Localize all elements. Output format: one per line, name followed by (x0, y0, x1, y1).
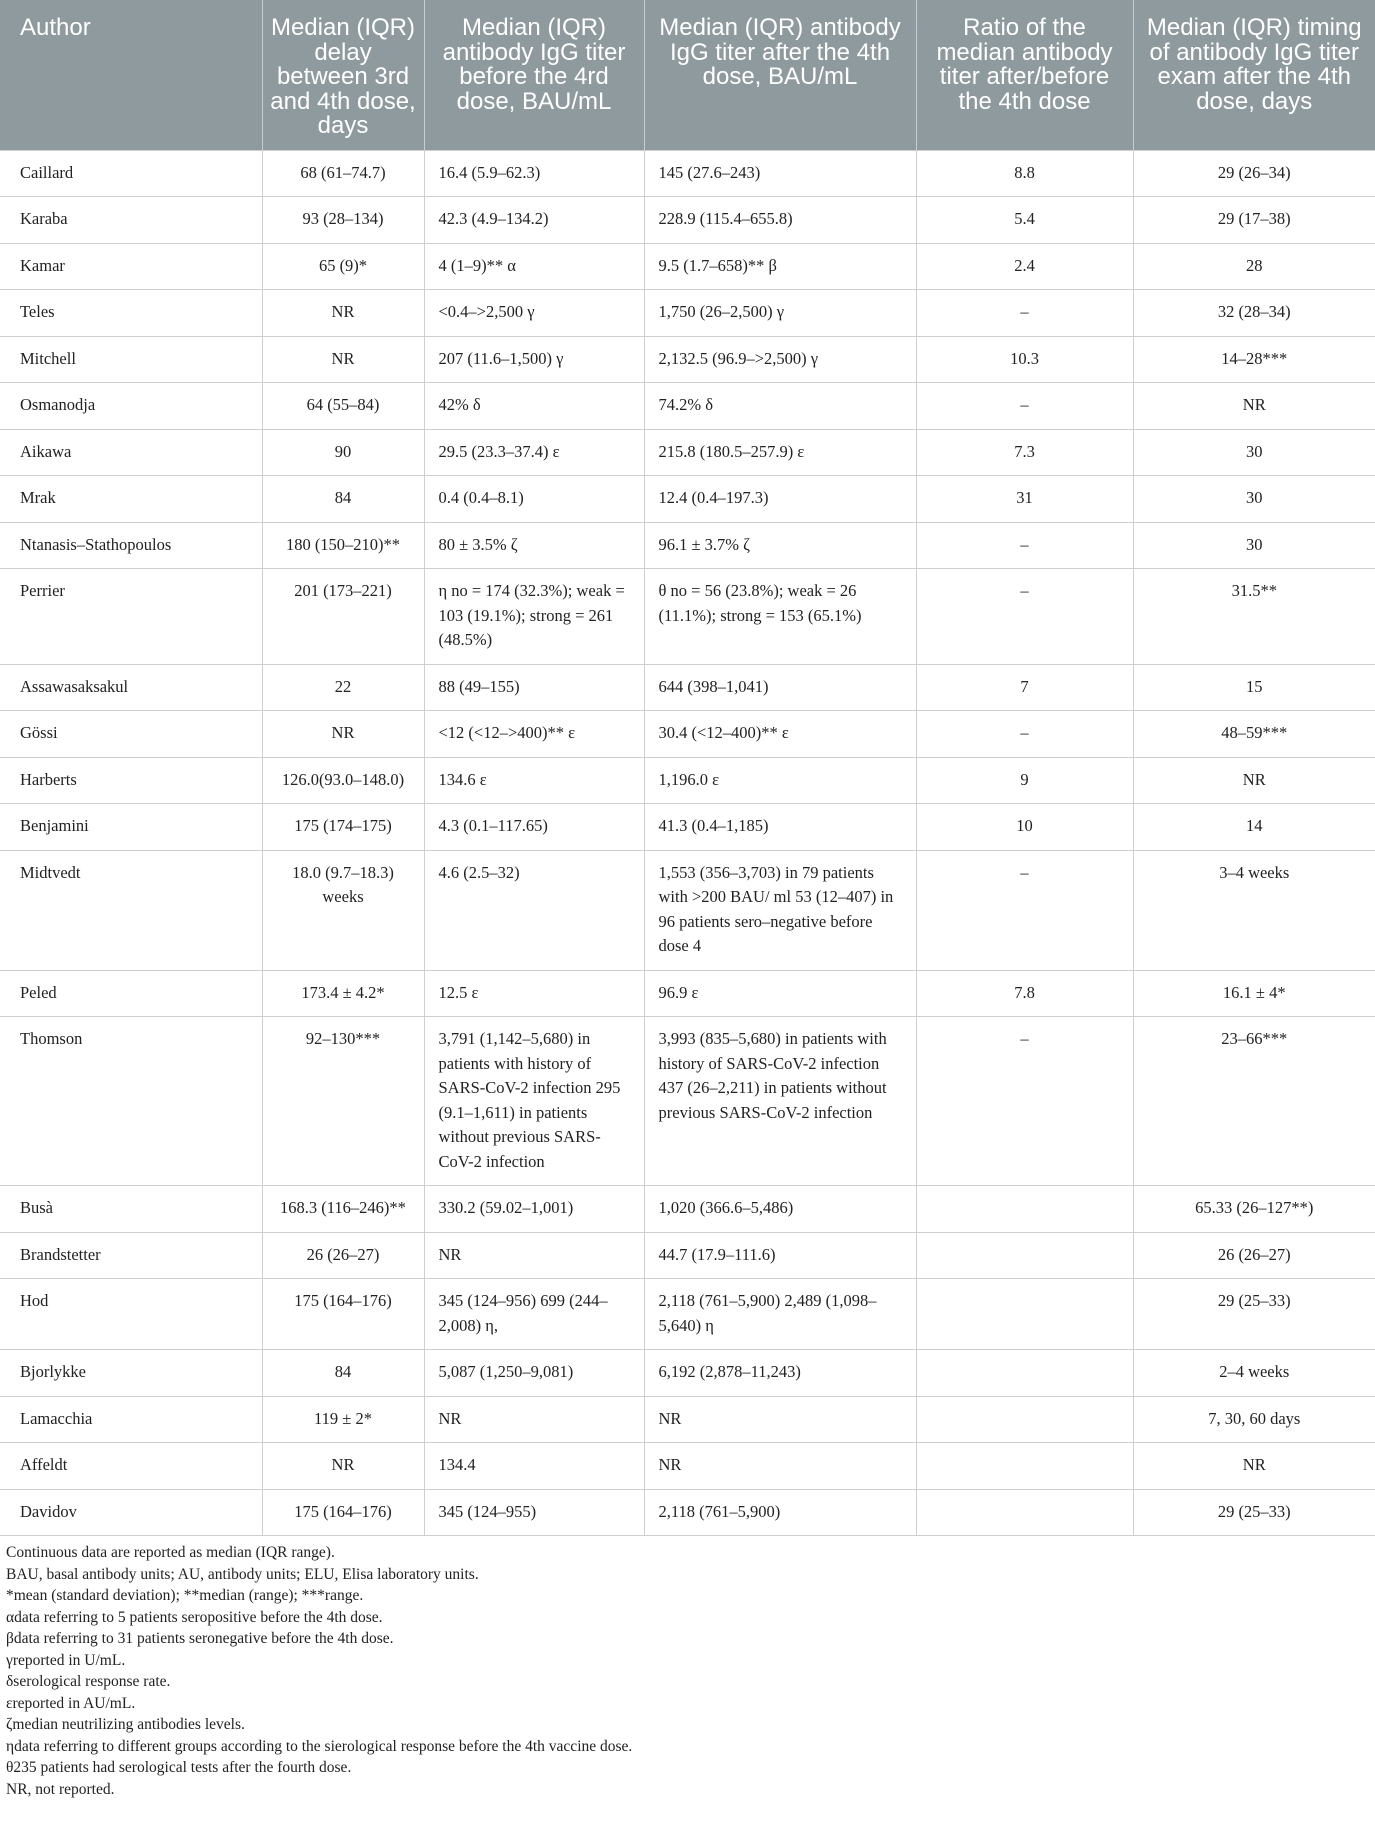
footnote: δserological response rate. (6, 1673, 171, 1690)
footnote: βdata referring to 31 patients seronegative before the 4th dose. (6, 1630, 394, 1647)
table-cell: 9 (916, 757, 1133, 804)
table-cell: – (916, 569, 1133, 665)
table-cell: 2,118 (761–5,900) 2,489 (1,098–5,640) η (644, 1279, 916, 1350)
header-row (0, 0, 1375, 150)
table-cell: 28 (1133, 243, 1375, 290)
table-row (0, 664, 1375, 711)
table-cell (916, 1232, 1133, 1279)
table-cell: 14 (1133, 804, 1375, 851)
table-cell (916, 1396, 1133, 1443)
table-row (0, 290, 1375, 337)
table-cell: – (916, 850, 1133, 970)
table-cell: 134.4 (424, 1443, 644, 1490)
author-cell: Gössi (0, 711, 262, 758)
author-cell: Brandstetter (0, 1232, 262, 1279)
table-cell: 4.3 (0.1–117.65) (424, 804, 644, 851)
header-ratio: Ratio of the median antibody titer after/before the 4th dose (916, 0, 1133, 150)
table-cell: 68 (61–74.7) (262, 150, 424, 197)
author-cell: Ntanasis–Stathopoulos (0, 522, 262, 569)
table-cell: 29 (25–33) (1133, 1279, 1375, 1350)
table-cell: 8.8 (916, 150, 1133, 197)
table-cell: 80 ± 3.5% ζ (424, 522, 644, 569)
footnote: ζmedian neutrilizing antibodies levels. (6, 1716, 245, 1733)
header-delay: Median (IQR) delay between 3rd and 4th dose, days (262, 0, 424, 150)
table-row (0, 150, 1375, 197)
table-cell: 30 (1133, 522, 1375, 569)
table-cell: 1,553 (356–3,703) in 79 patients with >200 BAU/ ml 53 (12–407) in 96 patients sero–negative before dose 4 (644, 850, 916, 970)
table-cell: – (916, 711, 1133, 758)
author-cell: Midtvedt (0, 850, 262, 970)
table-cell: 12.5 ε (424, 970, 644, 1017)
author-cell: Bjorlykke (0, 1350, 262, 1397)
table-cell: 42% δ (424, 383, 644, 430)
table-cell: 29 (26–34) (1133, 150, 1375, 197)
table-cell: 7 (916, 664, 1133, 711)
table-cell: – (916, 1017, 1133, 1186)
author-cell: Benjamini (0, 804, 262, 851)
author-cell: Davidov (0, 1489, 262, 1536)
table-cell: 5,087 (1,250–9,081) (424, 1350, 644, 1397)
table-cell: 173.4 ± 4.2* (262, 970, 424, 1017)
table-row (0, 804, 1375, 851)
table-cell: 7.3 (916, 429, 1133, 476)
table-cell: NR (262, 336, 424, 383)
author-cell: Mrak (0, 476, 262, 523)
table-cell: 15 (1133, 664, 1375, 711)
table-cell: 3–4 weeks (1133, 850, 1375, 970)
table-cell: 345 (124–956) 699 (244–2,008) η, (424, 1279, 644, 1350)
table-row (0, 1186, 1375, 1233)
author-cell: Assawasaksakul (0, 664, 262, 711)
table-cell: 330.2 (59.02–1,001) (424, 1186, 644, 1233)
table-cell: 18.0 (9.7–18.3) weeks (262, 850, 424, 970)
author-cell: Affeldt (0, 1443, 262, 1490)
table-cell: 30 (1133, 429, 1375, 476)
table-cell: 42.3 (4.9–134.2) (424, 197, 644, 244)
table-row (0, 1489, 1375, 1536)
table-cell: 16.4 (5.9–62.3) (424, 150, 644, 197)
table-cell: 345 (124–955) (424, 1489, 644, 1536)
author-cell: Harberts (0, 757, 262, 804)
author-cell: Karaba (0, 197, 262, 244)
table-cell: <12 (<12–>400)** ε (424, 711, 644, 758)
table-cell: 7.8 (916, 970, 1133, 1017)
table-cell: NR (644, 1396, 916, 1443)
table-cell: 31 (916, 476, 1133, 523)
table-row (0, 1232, 1375, 1279)
table-cell: 12.4 (0.4–197.3) (644, 476, 916, 523)
table-cell: 1,020 (366.6–5,486) (644, 1186, 916, 1233)
table-cell: NR (262, 711, 424, 758)
table-cell: 2,132.5 (96.9–>2,500) γ (644, 336, 916, 383)
table-cell: 134.6 ε (424, 757, 644, 804)
table-cell: 4.6 (2.5–32) (424, 850, 644, 970)
table-cell: 207 (11.6–1,500) γ (424, 336, 644, 383)
table-cell: 84 (262, 1350, 424, 1397)
table-cell: NR (424, 1396, 644, 1443)
table-cell: 30 (1133, 476, 1375, 523)
table-cell: 96.9 ε (644, 970, 916, 1017)
table-cell: 26 (26–27) (1133, 1232, 1375, 1279)
table-row (0, 383, 1375, 430)
table-cell: NR (1133, 757, 1375, 804)
table-cell: 14–28*** (1133, 336, 1375, 383)
table-cell: 65.33 (26–127**) (1133, 1186, 1375, 1233)
table-cell: 201 (173–221) (262, 569, 424, 665)
table-row (0, 1443, 1375, 1490)
table-row (0, 850, 1375, 970)
table-cell: η no = 174 (32.3%); weak = 103 (19.1%); strong = 261 (48.5%) (424, 569, 644, 665)
table-cell: NR (262, 1443, 424, 1490)
table-cell: 32 (28–34) (1133, 290, 1375, 337)
table-cell (916, 1350, 1133, 1397)
table-cell: 10.3 (916, 336, 1133, 383)
header-timing: Median (IQR) timing of antibody IgG titer exam after the 4th dose, days (1133, 0, 1375, 150)
footnote: θ235 patients had serological tests after the fourth dose. (6, 1759, 352, 1776)
table-cell: – (916, 522, 1133, 569)
table-cell: 26 (26–27) (262, 1232, 424, 1279)
table-cell: 93 (28–134) (262, 197, 424, 244)
table-cell: – (916, 290, 1133, 337)
table-row (0, 970, 1375, 1017)
table-row (0, 569, 1375, 665)
footnote: ηdata referring to different groups according to the sierological response before the 4th vaccine dose. (6, 1737, 633, 1755)
table-cell: θ no = 56 (23.8%); weak = 26 (11.1%); strong = 153 (65.1%) (644, 569, 916, 665)
author-cell: Kamar (0, 243, 262, 290)
table-cell (916, 1279, 1133, 1350)
table-cell: 2,118 (761–5,900) (644, 1489, 916, 1536)
table-row (0, 1279, 1375, 1350)
table-row (0, 1017, 1375, 1186)
table-cell: – (916, 383, 1133, 430)
table-cell: 44.7 (17.9–111.6) (644, 1232, 916, 1279)
table-row (0, 522, 1375, 569)
table-row (0, 757, 1375, 804)
author-cell: Hod (0, 1279, 262, 1350)
table-cell: 29 (17–38) (1133, 197, 1375, 244)
table-cell: 168.3 (116–246)** (262, 1186, 424, 1233)
table-cell: 0.4 (0.4–8.1) (424, 476, 644, 523)
table-cell: 1,750 (26–2,500) γ (644, 290, 916, 337)
table-cell: 29 (25–33) (1133, 1489, 1375, 1536)
table-cell: <0.4–>2,500 γ (424, 290, 644, 337)
footnote: Continuous data are reported as median (IQR range). (6, 1544, 335, 1561)
author-cell: Caillard (0, 150, 262, 197)
table-cell: 5.4 (916, 197, 1133, 244)
author-cell: Lamacchia (0, 1396, 262, 1443)
table-body (0, 150, 1375, 1536)
table-cell: 1,196.0 ε (644, 757, 916, 804)
table-cell: 65 (9)* (262, 243, 424, 290)
table-cell: 31.5** (1133, 569, 1375, 665)
author-cell: Mitchell (0, 336, 262, 383)
table-cell (916, 1186, 1133, 1233)
table-cell: NR (262, 290, 424, 337)
footnote: εreported in AU/mL. (6, 1694, 136, 1712)
table-cell: 29.5 (23.3–37.4) ε (424, 429, 644, 476)
table-cell: 228.9 (115.4–655.8) (644, 197, 916, 244)
author-cell: Peled (0, 970, 262, 1017)
table-cell: 119 ± 2* (262, 1396, 424, 1443)
table-cell: 7, 30, 60 days (1133, 1396, 1375, 1443)
table-cell: 23–66*** (1133, 1017, 1375, 1186)
author-cell: Perrier (0, 569, 262, 665)
author-cell: Aikawa (0, 429, 262, 476)
table-cell: 215.8 (180.5–257.9) ε (644, 429, 916, 476)
table-cell: NR (644, 1443, 916, 1490)
table-row (0, 429, 1375, 476)
table-cell: 92–130*** (262, 1017, 424, 1186)
table-cell: 175 (174–175) (262, 804, 424, 851)
table-cell: 180 (150–210)** (262, 522, 424, 569)
author-cell: Busà (0, 1186, 262, 1233)
footnote: NR, not reported. (6, 1780, 115, 1798)
footnote: αdata referring to 5 patients seropositive before the 4th dose. (6, 1608, 383, 1626)
author-cell: Osmanodja (0, 383, 262, 430)
footnote: *mean (standard deviation); **median (range); ***range. (6, 1587, 364, 1604)
table-cell: 145 (27.6–243) (644, 150, 916, 197)
table-cell: NR (1133, 383, 1375, 430)
table-cell: NR (424, 1232, 644, 1279)
footnote: BAU, basal antibody units; AU, antibody units; ELU, Elisa laboratory units. (6, 1565, 479, 1583)
table-cell: 88 (49–155) (424, 664, 644, 711)
table-row (0, 336, 1375, 383)
table-cell: 10 (916, 804, 1133, 851)
footnote: γreported in U/mL. (6, 1651, 126, 1669)
table-cell: 74.2% δ (644, 383, 916, 430)
table-cell: 175 (164–176) (262, 1279, 424, 1350)
table-cell: 30.4 (<12–400)** ε (644, 711, 916, 758)
table-cell: 3,993 (835–5,680) in patients with history of SARS-CoV-2 infection 437 (26–2,211) in patients without previous SARS-CoV-2 infection (644, 1017, 916, 1186)
author-cell: Teles (0, 290, 262, 337)
table-cell: 96.1 ± 3.7% ζ (644, 522, 916, 569)
table-row (0, 1350, 1375, 1397)
table-row (0, 711, 1375, 758)
table-cell: 22 (262, 664, 424, 711)
table-cell: 126.0(93.0–148.0) (262, 757, 424, 804)
table-cell: 2–4 weeks (1133, 1350, 1375, 1397)
header-titer-after: Median (IQR) antibody IgG titer after the 4th dose, BAU/mL (644, 0, 916, 150)
header-author: Author (0, 0, 262, 150)
table-cell: 90 (262, 429, 424, 476)
table-cell (916, 1489, 1133, 1536)
table-cell: NR (1133, 1443, 1375, 1490)
table-cell (916, 1443, 1133, 1490)
table-cell: 4 (1–9)** α (424, 243, 644, 290)
table-row (0, 1396, 1375, 1443)
table-cell: 16.1 ± 4* (1133, 970, 1375, 1017)
table-row (0, 476, 1375, 523)
table-cell: 644 (398–1,041) (644, 664, 916, 711)
table-cell: 41.3 (0.4–1,185) (644, 804, 916, 851)
table-row (0, 197, 1375, 244)
author-cell: Thomson (0, 1017, 262, 1186)
table-cell: 6,192 (2,878–11,243) (644, 1350, 916, 1397)
header-titer-before: Median (IQR) antibody IgG titer before the 4rd dose, BAU/mL (424, 0, 644, 150)
table-cell: 2.4 (916, 243, 1133, 290)
table-cell: 84 (262, 476, 424, 523)
table-cell: 48–59*** (1133, 711, 1375, 758)
table-row (0, 243, 1375, 290)
table-cell: 64 (55–84) (262, 383, 424, 430)
table-cell: 3,791 (1,142–5,680) in patients with history of SARS-CoV-2 infection 295 (9.1–1,611) in patients without previous SARS-CoV-2 infection (424, 1017, 644, 1186)
table-cell: 175 (164–176) (262, 1489, 424, 1536)
table-cell: 9.5 (1.7–658)** β (644, 243, 916, 290)
footnotes (0, 1536, 1375, 1800)
